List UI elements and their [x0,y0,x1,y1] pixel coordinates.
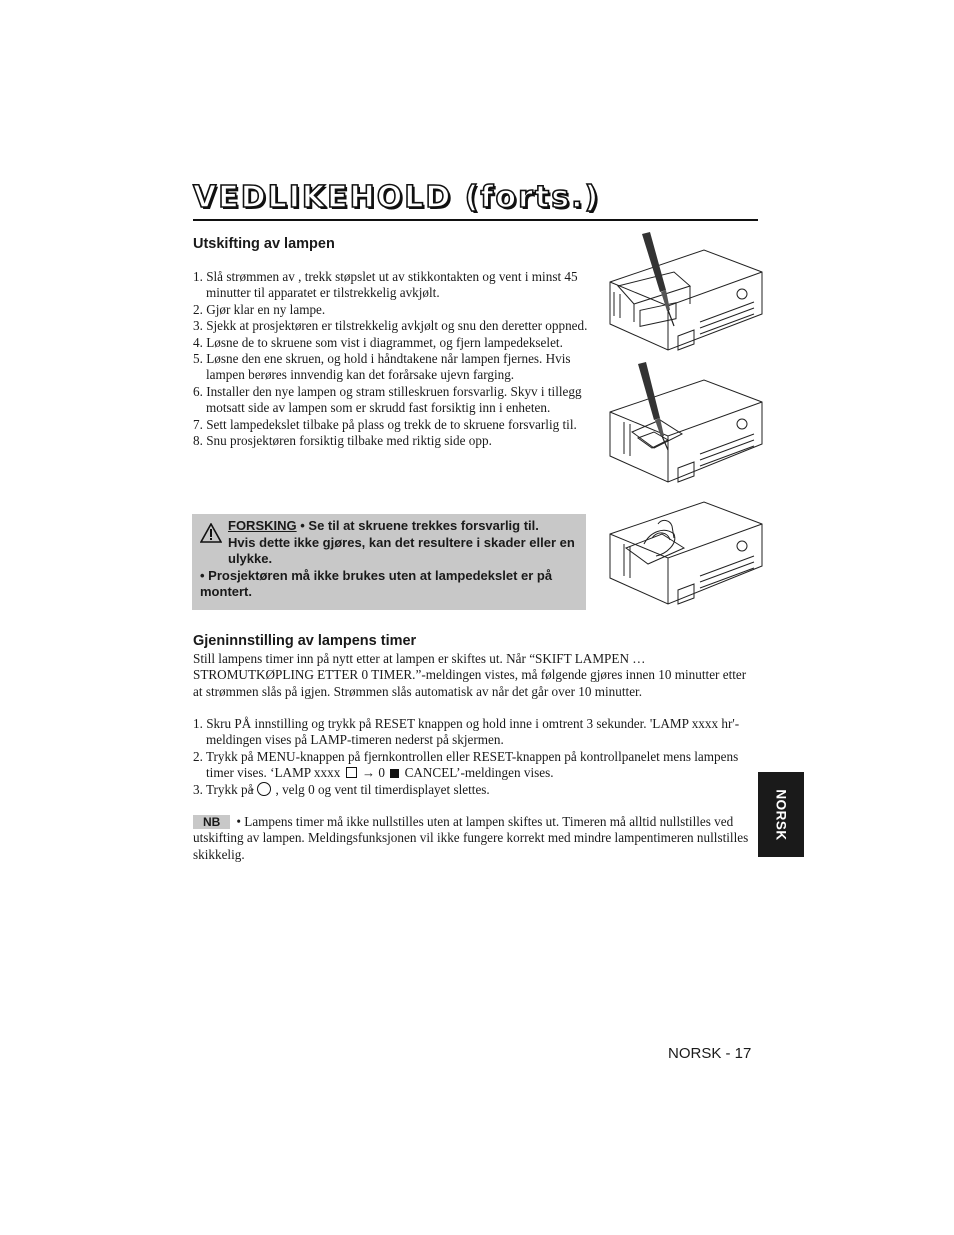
square-symbol-icon [346,767,357,778]
timer-step-3 [193,782,758,798]
warning-box [192,514,586,610]
lamp-step-5: 5. Løsne den ene skruen, og hold i håndtakene når lampen fjernes. Hvis lampen berøres innvendig kan det forårsake ujevn farging. [193,351,571,383]
lamp-step-8: 8. Snu prosjektøren forsiktig tilbake med riktig side opp. [193,433,492,449]
projector-illustration-unscrew-cover [604,232,766,362]
lamp-step-2: 2. Gjør klar en ny lampe. [193,301,326,317]
lamp-step-6: 6. Installer den nye lampen og stram stilleskruen forsvarlig. Skyv i tillegg motsatt side av lampen som er skrudd fast forsiktig inn i enheten. [193,383,582,416]
filled-square-symbol-icon [390,769,399,778]
warning-line-1: • Se til at skruene trekkes forsvarlig til. [296,518,539,533]
timer-step-1: 1. Skru PÅ innstilling og trykk på RESET knappen og hold inne i omtrent 3 sekunder. 'LAMP xxxx hr'-meldingen vises på LAMP-timeren nederst på skjermen. [193,716,740,748]
warning-first-line [200,518,578,535]
timer-step-2 [193,749,758,782]
lamp-step-7: 7. Sett lampedekslet tilbake på plass og trekk de to skruene forsvarlig til. [193,416,577,432]
timer-step-2-part-a: 2. Trykk på MENU-knappen på fjernkontrollen eller RESET-knappen på kontrollpanelet mens lampens timer vises. ‘LAMP xxxx [193,748,739,781]
warning-triangle-icon [200,523,222,543]
timer-step-2-part-c: CANCEL’-meldingen vises. [404,765,554,781]
lamp-step-1: 1. Slå strømmen av , trekk støpslet ut av stikkontakten og vent i minst 45 minutter til apparatet er tilstrekkelig avkjølt. [193,269,578,301]
language-side-tab-label: NORSK [773,788,789,841]
projector-illustration-insert-lamp [604,494,766,616]
timer-section-heading: Gjeninnstilling av lampens timer [193,633,417,649]
lamp-steps-list [193,269,595,449]
page-title: VEDLIKEHOLD (forts.) [193,180,601,215]
note-paragraph [193,814,758,863]
lamp-step-4: 4. Løsne de to skruene som vist i diagrammet, og fjern lampedekselet. [193,334,563,350]
language-side-tab [758,772,804,857]
timer-step-3-part-a: 3. Trykk på [193,781,254,797]
title-rule [193,219,758,221]
lamp-section-heading: Utskifting av lampen [193,236,335,252]
warning-line-2: Hvis dette ikke gjøres, kan det resultere i skader eller en ulykke. [228,534,575,567]
timer-step-3-part-b: , velg 0 og vent til timerdisplayet slettes. [275,781,490,797]
page-number: NORSK - 17 [668,1045,752,1062]
warning-line-3: • Prosjektøren må ikke brukes uten at lampedekslet er på montert. [200,567,553,600]
note-text: • Lampens timer må ikke nullstilles uten at lampen skiftes ut. Timeren må alltid nullstilles ved utskifting av lampen. Meldingsfunksjonen vil ikke fungere korrekt med mindre lampentimeren nullstilles skikkelig. [193,814,749,862]
warning-line-2-wrap [200,535,578,568]
note-badge: NB [193,815,230,829]
timer-step-2-part-b: → 0 [361,765,385,781]
timer-steps-list [193,716,758,798]
timer-intro: Still lampens timer inn på nytt etter at lampen er skiftes ut. Når “SKIFT LAMPEN … STROMUTKØPLING ETTER 0 TIMER.”-meldingen vistes, må følgende gjøres innen 10 minutter etter at strømmen slås på igjen. Strømmen slås automatisk av når det går over 10 minutter. [193,651,747,699]
warning-label: FORSKING [228,518,297,533]
lamp-step-3: 3. Sjekk at prosjektøren er tilstrekkelig avkjølt og snu den deretter oppned. [193,318,588,334]
projector-illustration-remove-lamp [604,362,766,494]
enter-button-icon [257,782,271,796]
